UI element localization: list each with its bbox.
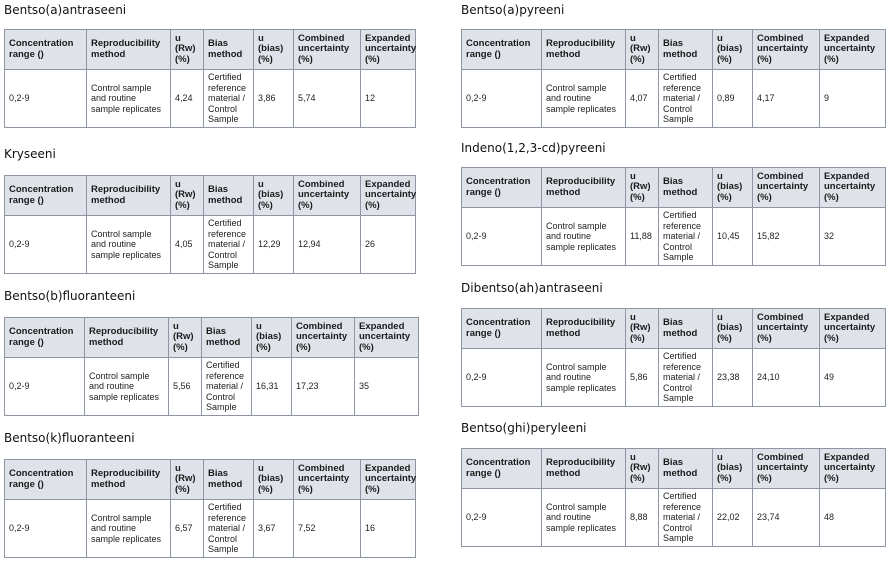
column-header: Combined uncertainty (%): [753, 449, 820, 489]
table-header-row: [462, 309, 886, 349]
table-cell: 4,17: [753, 70, 820, 128]
column-header: Reproducibility method: [85, 318, 169, 358]
table-title: Dibentso(ah)antraseeni: [461, 281, 603, 295]
table-cell: 4,24: [171, 70, 204, 128]
table-cell: 10,45: [713, 208, 753, 266]
table-cell: 3,86: [254, 70, 294, 128]
column-header: Reproducibility method: [542, 449, 626, 489]
column-header: Combined uncertainty (%): [292, 318, 355, 358]
table-cell: 6,57: [171, 500, 204, 558]
table-row: [5, 358, 419, 416]
table-cell: 3,67: [254, 500, 294, 558]
column-header: Expanded uncertainty (%): [820, 30, 886, 70]
table-cell: Certified reference material / Control Sample: [204, 216, 254, 274]
column-header: u (bias) (%): [713, 30, 753, 70]
column-header: u (bias) (%): [254, 30, 294, 70]
table-cell: 0,2-9: [5, 216, 87, 274]
table-cell: 7,52: [294, 500, 361, 558]
uncertainty-table: [4, 29, 416, 128]
table-cell: 0,2-9: [462, 349, 542, 407]
table-row: [5, 70, 416, 128]
table-row: [462, 489, 886, 547]
table-cell: 0,2-9: [5, 500, 87, 558]
table-cell: Control sample and routine sample replicates: [542, 208, 626, 266]
table-title: Bentso(a)pyreeni: [461, 3, 565, 17]
table-cell: 0,89: [713, 70, 753, 128]
table-row: [462, 208, 886, 266]
column-header: u (bias) (%): [713, 449, 753, 489]
table-cell: Control sample and routine sample replicates: [542, 349, 626, 407]
table-header-row: [462, 30, 886, 70]
table-cell: 12,94: [294, 216, 361, 274]
table-cell: Control sample and routine sample replicates: [85, 358, 169, 416]
column-header: Bias method: [659, 30, 713, 70]
table-row: [5, 216, 416, 274]
table-cell: 5,86: [626, 349, 659, 407]
uncertainty-table: [4, 175, 416, 274]
table-cell: 9: [820, 70, 886, 128]
column-header: Reproducibility method: [87, 460, 171, 500]
table-title: Indeno(1,2,3-cd)pyreeni: [461, 141, 606, 155]
uncertainty-table: [4, 317, 419, 416]
column-header: u (Rw) (%): [171, 176, 204, 216]
column-header: Concentration range (): [462, 30, 542, 70]
column-header: Concentration range (): [5, 318, 85, 358]
table-header-row: [5, 318, 419, 358]
column-header: u (Rw) (%): [626, 30, 659, 70]
column-header: Bias method: [204, 460, 254, 500]
column-header: Bias method: [659, 309, 713, 349]
table-cell: 17,23: [292, 358, 355, 416]
table-cell: 5,56: [169, 358, 202, 416]
column-header: u (bias) (%): [713, 168, 753, 208]
column-header: Concentration range (): [5, 30, 87, 70]
table-cell: Certified reference material / Control Sample: [659, 349, 713, 407]
table-row: [462, 349, 886, 407]
table-cell: 22,02: [713, 489, 753, 547]
table-cell: 0,2-9: [462, 208, 542, 266]
column-header: Reproducibility method: [542, 30, 626, 70]
table-cell: 0,2-9: [5, 70, 87, 128]
table-row: [462, 70, 886, 128]
table-header-row: [5, 460, 416, 500]
column-header: u (Rw) (%): [169, 318, 202, 358]
table-cell: 32: [820, 208, 886, 266]
uncertainty-table: [461, 448, 886, 547]
column-header: u (bias) (%): [252, 318, 292, 358]
table-cell: Control sample and routine sample replicates: [542, 489, 626, 547]
table-cell: 49: [820, 349, 886, 407]
uncertainty-table: [461, 29, 886, 128]
table-header-row: [5, 176, 416, 216]
column-header: Combined uncertainty (%): [294, 30, 361, 70]
table-cell: 26: [361, 216, 416, 274]
column-header: Reproducibility method: [542, 168, 626, 208]
column-header: Expanded uncertainty (%): [820, 309, 886, 349]
column-header: u (Rw) (%): [171, 30, 204, 70]
table-cell: 12: [361, 70, 416, 128]
uncertainty-table: [461, 308, 886, 407]
table-cell: Certified reference material / Control Sample: [202, 358, 252, 416]
table-cell: Control sample and routine sample replicates: [87, 216, 171, 274]
column-header: Expanded uncertainty (%): [820, 168, 886, 208]
column-header: Reproducibility method: [542, 309, 626, 349]
column-header: u (bias) (%): [254, 176, 294, 216]
table-cell: 23,74: [753, 489, 820, 547]
column-header: u (Rw) (%): [626, 449, 659, 489]
table-cell: 35: [355, 358, 419, 416]
column-header: Concentration range (): [462, 168, 542, 208]
table-cell: Control sample and routine sample replicates: [542, 70, 626, 128]
column-header: Bias method: [204, 30, 254, 70]
column-header: u (Rw) (%): [626, 168, 659, 208]
table-cell: Control sample and routine sample replicates: [87, 70, 171, 128]
table-cell: 16,31: [252, 358, 292, 416]
table-cell: 8,88: [626, 489, 659, 547]
column-header: Reproducibility method: [87, 176, 171, 216]
table-cell: Certified reference material / Control Sample: [659, 208, 713, 266]
table-title: Kryseeni: [4, 147, 56, 161]
column-header: Bias method: [659, 449, 713, 489]
table-cell: 0,2-9: [5, 358, 85, 416]
table-title: Bentso(ghi)peryleeni: [461, 421, 587, 435]
table-cell: Certified reference material / Control Sample: [659, 489, 713, 547]
column-header: Concentration range (): [462, 449, 542, 489]
table-cell: 23,38: [713, 349, 753, 407]
table-header-row: [5, 30, 416, 70]
column-header: Expanded uncertainty (%): [361, 30, 416, 70]
table-cell: 24,10: [753, 349, 820, 407]
table-cell: 0,2-9: [462, 489, 542, 547]
table-cell: Certified reference material / Control Sample: [204, 500, 254, 558]
table-cell: Certified reference material / Control Sample: [204, 70, 254, 128]
table-cell: 12,29: [254, 216, 294, 274]
table-row: [5, 500, 416, 558]
column-header: u (Rw) (%): [171, 460, 204, 500]
table-header-row: [462, 168, 886, 208]
column-header: Combined uncertainty (%): [753, 168, 820, 208]
column-header: Bias method: [202, 318, 252, 358]
column-header: Combined uncertainty (%): [294, 176, 361, 216]
column-header: u (Rw) (%): [626, 309, 659, 349]
column-header: Bias method: [659, 168, 713, 208]
column-header: Combined uncertainty (%): [753, 30, 820, 70]
column-header: Expanded uncertainty (%): [361, 460, 416, 500]
table-header-row: [462, 449, 886, 489]
column-header: Concentration range (): [5, 460, 87, 500]
table-cell: Control sample and routine sample replicates: [87, 500, 171, 558]
table-cell: Certified reference material / Control Sample: [659, 70, 713, 128]
column-header: Expanded uncertainty (%): [355, 318, 419, 358]
table-cell: 5,74: [294, 70, 361, 128]
column-header: Expanded uncertainty (%): [361, 176, 416, 216]
table-cell: 11,88: [626, 208, 659, 266]
table-cell: 4,07: [626, 70, 659, 128]
table-title: Bentso(b)fluoranteeni: [4, 289, 136, 303]
column-header: Combined uncertainty (%): [753, 309, 820, 349]
column-header: Bias method: [204, 176, 254, 216]
table-cell: 16: [361, 500, 416, 558]
table-title: Bentso(k)fluoranteeni: [4, 431, 135, 445]
uncertainty-table: [4, 459, 416, 558]
column-header: Concentration range (): [462, 309, 542, 349]
table-title: Bentso(a)antraseeni: [4, 3, 127, 17]
table-cell: 48: [820, 489, 886, 547]
column-header: Expanded uncertainty (%): [820, 449, 886, 489]
table-cell: 4,05: [171, 216, 204, 274]
column-header: Reproducibility method: [87, 30, 171, 70]
column-header: u (bias) (%): [254, 460, 294, 500]
table-cell: 0,2-9: [462, 70, 542, 128]
column-header: Concentration range (): [5, 176, 87, 216]
table-cell: 15,82: [753, 208, 820, 266]
column-header: Combined uncertainty (%): [294, 460, 361, 500]
column-header: u (bias) (%): [713, 309, 753, 349]
uncertainty-table: [461, 167, 886, 266]
